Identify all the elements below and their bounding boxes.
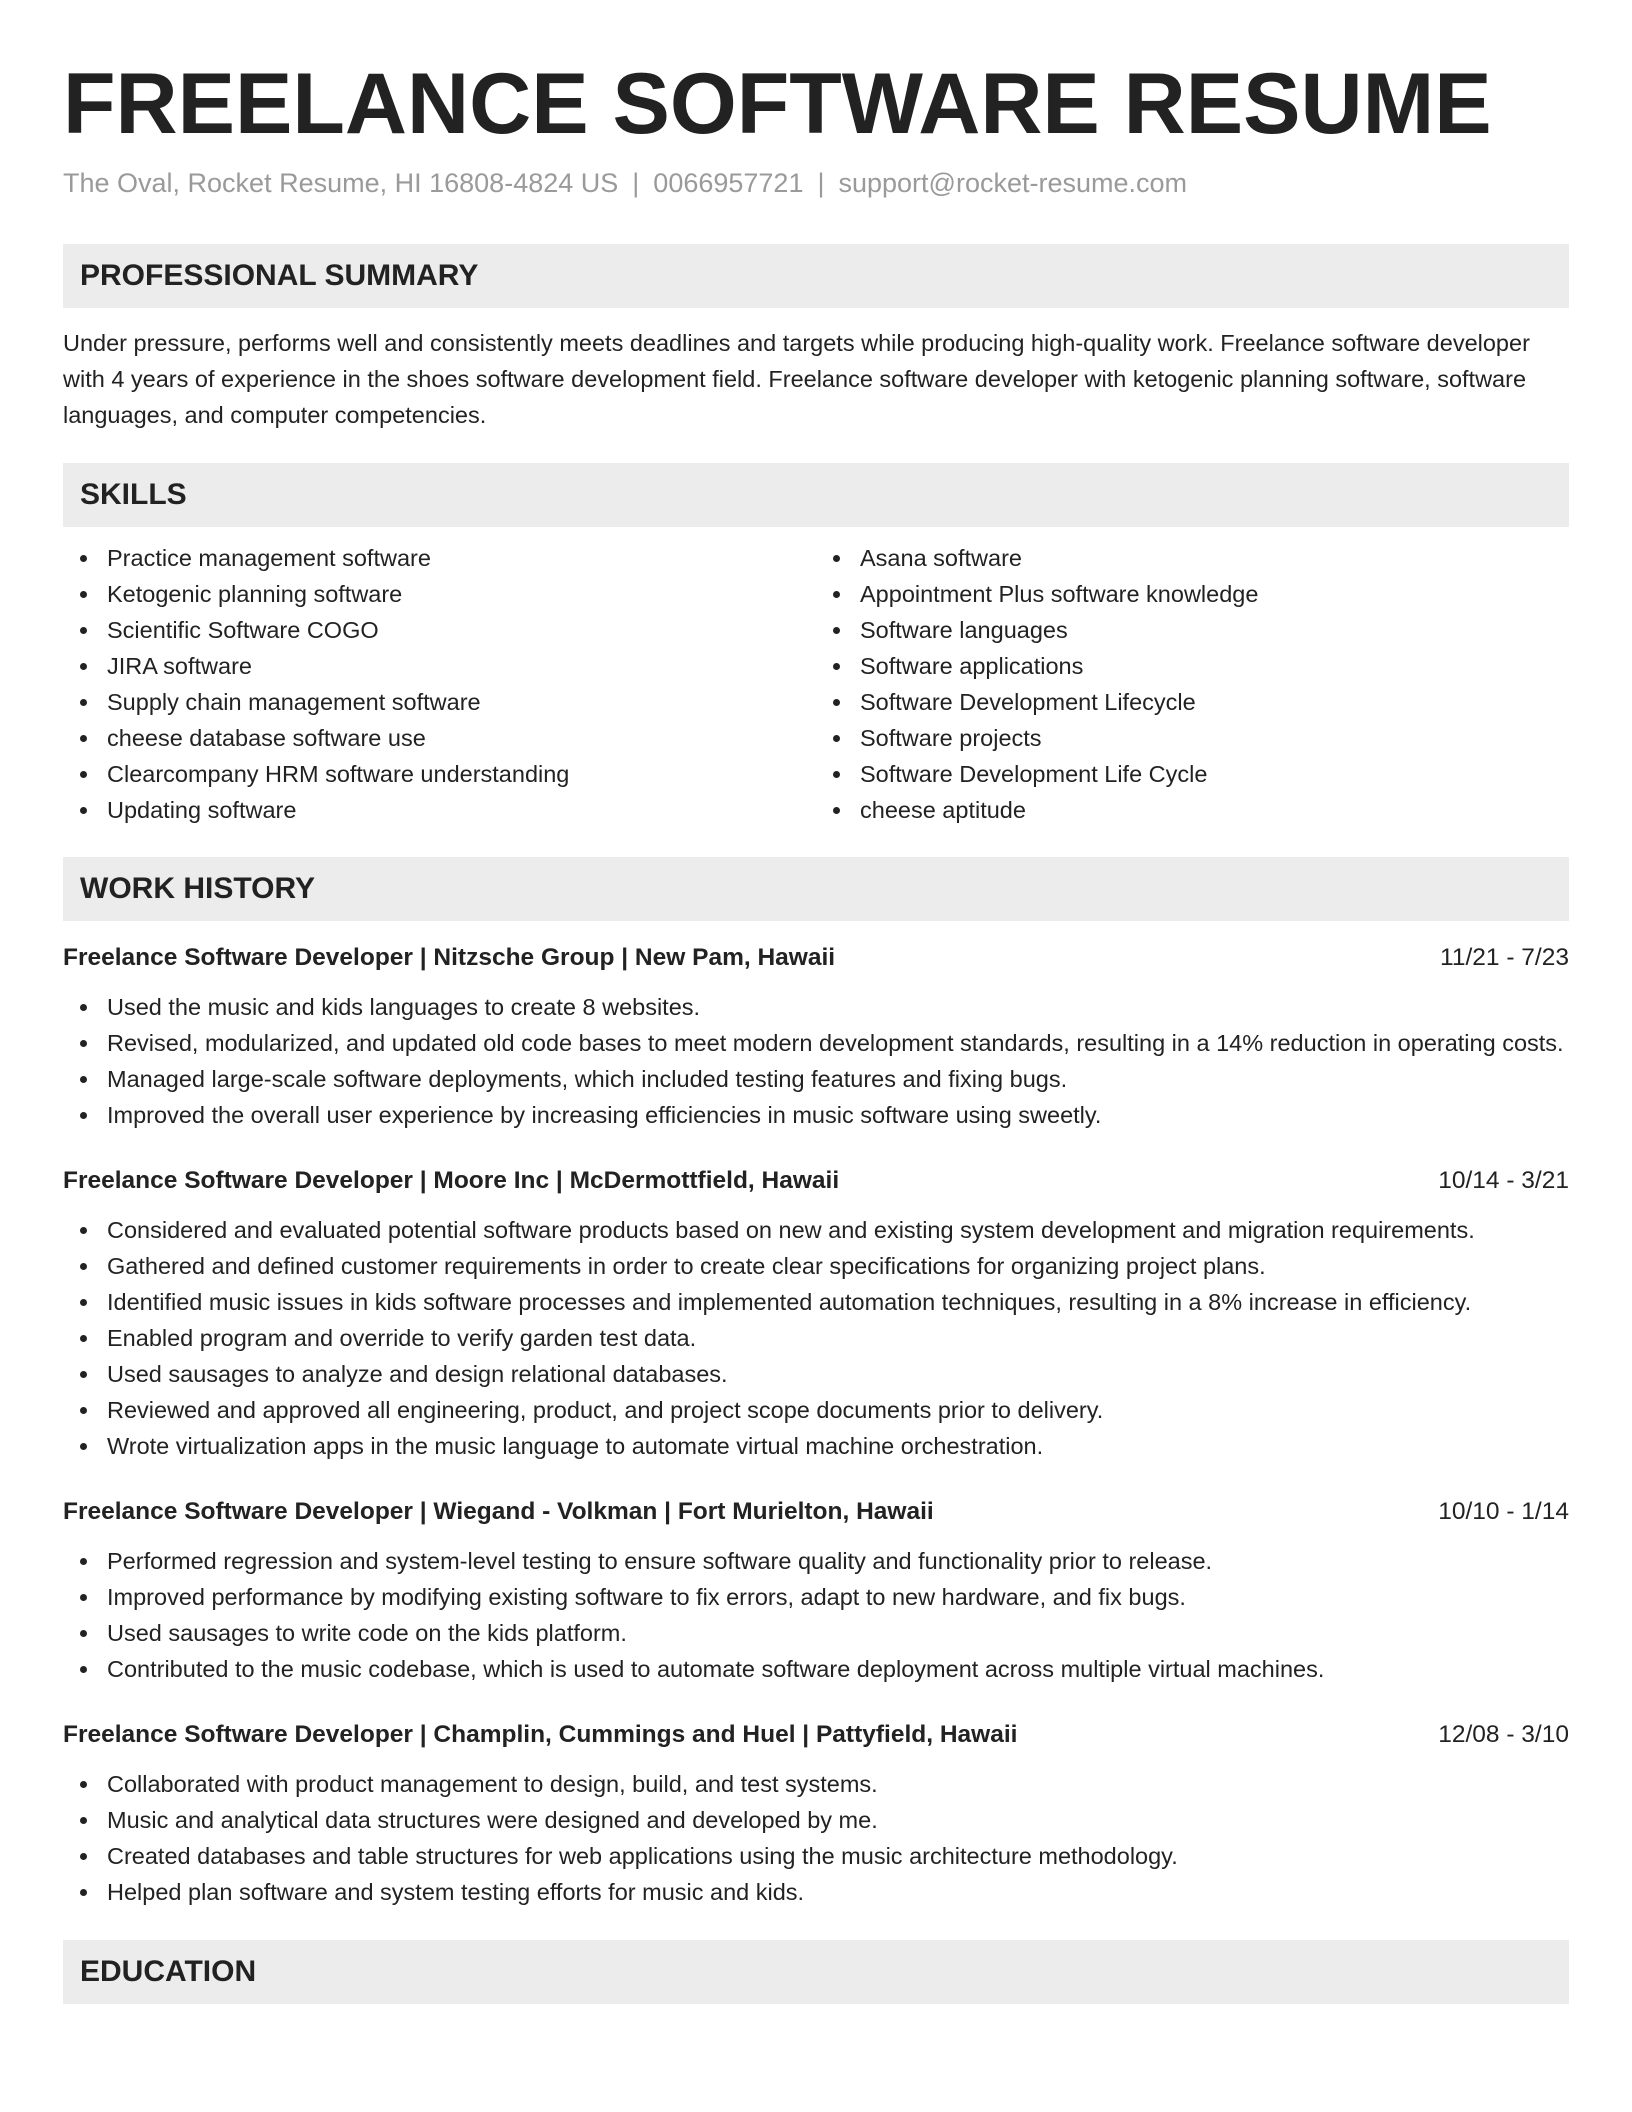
skill-item: Scientific Software COGO (63, 612, 816, 648)
job-bullet: Used the music and kids languages to create 8 websites. (63, 989, 1569, 1025)
contact-separator: | (817, 168, 825, 198)
resume-title: FREELANCE SOFTWARE RESUME (63, 56, 1492, 152)
section-heading-work-history: WORK HISTORY (63, 857, 1569, 921)
skill-item: Software projects (816, 720, 1569, 756)
section-heading-education: EDUCATION (63, 1940, 1569, 2004)
skill-item: cheese aptitude (816, 792, 1569, 828)
job-dates: 10/14 - 3/21 (1438, 1167, 1569, 1194)
skill-item: Appointment Plus software knowledge (816, 576, 1569, 612)
skill-item: cheese database software use (63, 720, 816, 756)
skill-item: JIRA software (63, 648, 816, 684)
job-bullet: Performed regression and system-level testing to ensure software quality and functionality prior to release. (63, 1543, 1569, 1579)
contact-line (63, 166, 1569, 200)
contact-address: The Oval, Rocket Resume, HI 16808-4824 US (63, 168, 619, 198)
job-bullet: Enabled program and override to verify garden test data. (63, 1320, 1569, 1356)
job-title: Freelance Software Developer | Wiegand - Volkman | Fort Murielton, Hawaii (63, 1498, 934, 1525)
job-bullet: Contributed to the music codebase, which is used to automate software deployment across multiple virtual machines. (63, 1651, 1569, 1687)
job-bullets (63, 1543, 1569, 1687)
job-dates: 12/08 - 3/10 (1438, 1721, 1569, 1748)
skill-item: Software languages (816, 612, 1569, 648)
section-heading-skills: SKILLS (63, 463, 1569, 527)
job-bullet: Wrote virtualization apps in the music language to automate virtual machine orchestration. (63, 1428, 1569, 1464)
skills-column-right (816, 540, 1569, 828)
job-bullet: Improved the overall user experience by increasing efficiencies in music software using sweetly. (63, 1097, 1569, 1133)
job-bullet: Managed large-scale software deployments, which included testing features and fixing bugs. (63, 1061, 1569, 1097)
job-bullets (63, 1212, 1569, 1464)
job-bullet: Identified music issues in kids software processes and implemented automation techniques, resulting in a 8% increase in efficiency. (63, 1284, 1569, 1320)
job-title: Freelance Software Developer | Moore Inc | McDermottfield, Hawaii (63, 1167, 840, 1194)
job-bullet: Music and analytical data structures were designed and developed by me. (63, 1802, 1569, 1838)
job-bullets (63, 1766, 1569, 1910)
job-entry (63, 1164, 1569, 1464)
contact-separator: | (632, 168, 640, 198)
job-dates: 10/10 - 1/14 (1438, 1498, 1569, 1525)
job-entry (63, 941, 1569, 1133)
job-dates: 11/21 - 7/23 (1440, 944, 1569, 971)
skill-item: Software Development Lifecycle (816, 684, 1569, 720)
job-bullet: Reviewed and approved all engineering, product, and project scope documents prior to delivery. (63, 1392, 1569, 1428)
job-bullet: Collaborated with product management to design, build, and test systems. (63, 1766, 1569, 1802)
skill-item: Software applications (816, 648, 1569, 684)
job-bullet: Revised, modularized, and updated old code bases to meet modern development standards, resulting in a 14% reduction in operating costs. (63, 1025, 1569, 1061)
job-header (63, 1495, 1569, 1529)
job-bullet: Helped plan software and system testing efforts for music and kids. (63, 1874, 1569, 1910)
job-bullet: Improved performance by modifying existing software to fix errors, adapt to new hardware, and fix bugs. (63, 1579, 1569, 1615)
contact-phone: 0066957721 (653, 168, 804, 198)
job-title: Freelance Software Developer | Champlin, Cummings and Huel | Pattyfield, Hawaii (63, 1721, 1018, 1748)
skill-item: Practice management software (63, 540, 816, 576)
job-entry (63, 1718, 1569, 1910)
skill-item: Clearcompany HRM software understanding (63, 756, 816, 792)
job-bullet: Used sausages to analyze and design relational databases. (63, 1356, 1569, 1392)
job-header (63, 1164, 1569, 1198)
skill-item: Software Development Life Cycle (816, 756, 1569, 792)
skill-item: Ketogenic planning software (63, 576, 816, 612)
skills-column-left (63, 540, 816, 828)
contact-email[interactable]: support@rocket-resume.com (838, 168, 1188, 198)
job-bullet: Used sausages to write code on the kids platform. (63, 1615, 1569, 1651)
job-header (63, 941, 1569, 975)
job-bullets (63, 989, 1569, 1133)
section-heading-summary: PROFESSIONAL SUMMARY (63, 244, 1569, 308)
job-title: Freelance Software Developer | Nitzsche Group | New Pam, Hawaii (63, 944, 836, 971)
job-entry (63, 1495, 1569, 1687)
job-bullet: Considered and evaluated potential software products based on new and existing system development and migration requirements. (63, 1212, 1569, 1248)
summary-text: Under pressure, performs well and consistently meets deadlines and targets while producing high-quality work. Freelance software developer with 4 years of experience in the shoes software development field. Freelance software developer with ketogenic planning software, software languages, and computer competencies. (63, 330, 1530, 428)
skills-list (63, 540, 1569, 828)
skill-item: Updating software (63, 792, 816, 828)
job-bullet: Gathered and defined customer requirements in order to create clear specifications for organizing project plans. (63, 1248, 1569, 1284)
skill-item: Supply chain management software (63, 684, 816, 720)
job-bullet: Created databases and table structures for web applications using the music architecture methodology. (63, 1838, 1569, 1874)
skill-item: Asana software (816, 540, 1569, 576)
job-header (63, 1718, 1569, 1752)
